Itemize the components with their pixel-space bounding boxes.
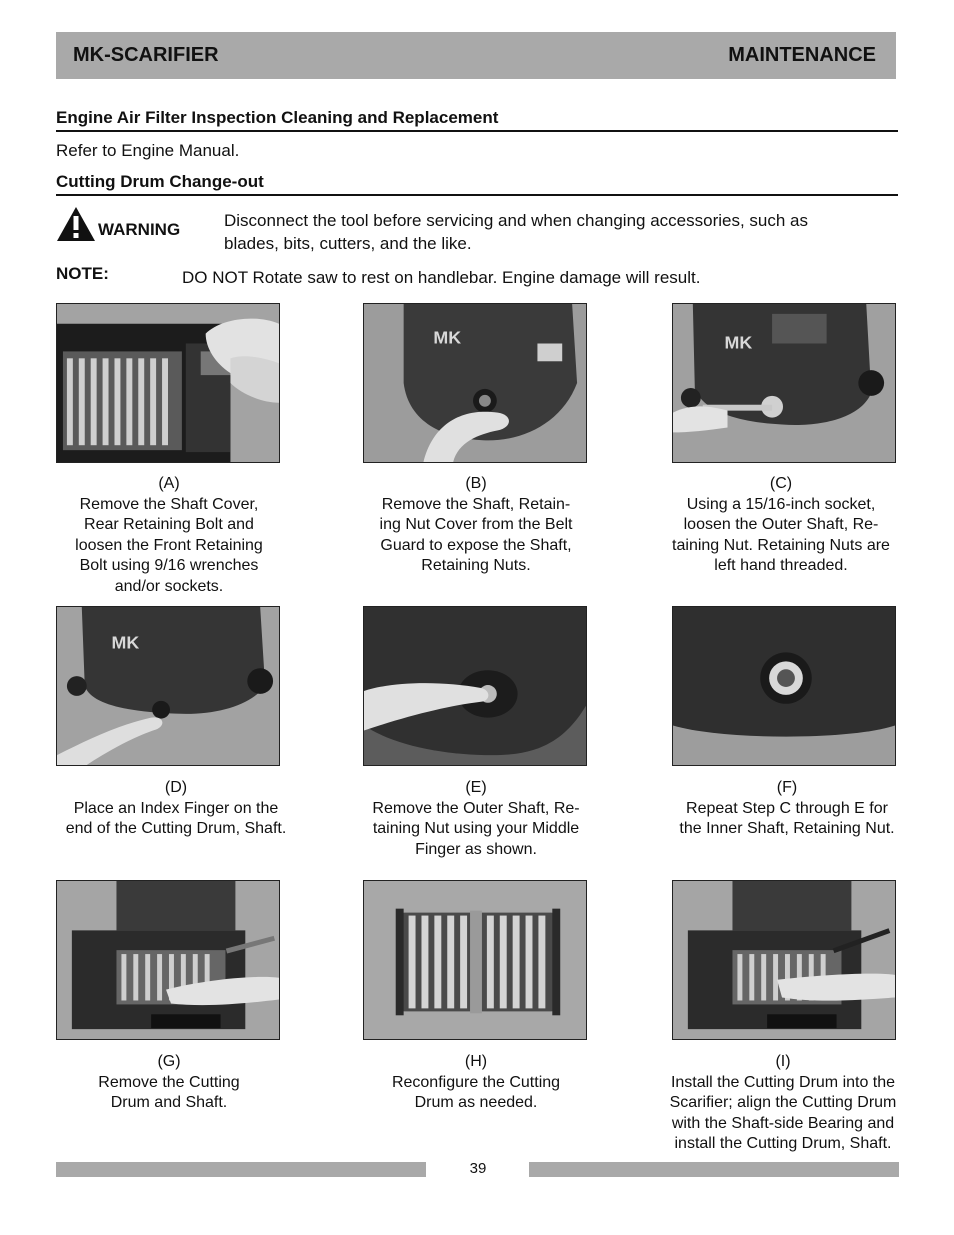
photo-step-c xyxy=(672,303,896,463)
photo-step-b xyxy=(363,303,587,463)
caption-step-a: (A) Remove the Shaft Cover, Rear Retaining Bolt and loosen the Front Retaining Bolt using 9/16 wrenches and/or sockets. xyxy=(75,475,263,595)
photo-step-d xyxy=(56,606,280,766)
caption-step-h: (H) Reconfigure the Cutting Drum as needed. xyxy=(391,1053,561,1112)
caption-step-e: (E) Remove the Outer Shaft, Re- taining Nut using your Middle Finger as shown. xyxy=(372,779,580,858)
section-title-air-filter: Engine Air Filter Inspection Cleaning and Replacement xyxy=(56,108,898,132)
footer-bar-left xyxy=(56,1162,426,1177)
header-bar xyxy=(56,32,896,79)
section-title-drum-changeout: Cutting Drum Change-out xyxy=(56,172,898,196)
footer-bar-right xyxy=(529,1162,899,1177)
warning-line-2: blades, bits, cutters, and the like. xyxy=(224,234,472,253)
caption-step-i: (I) Install the Cutting Drum into the Scarifier; align the Cutting Drum with the Shaft-side Bearing and install the Cutting Drum, Shaft. xyxy=(669,1053,897,1153)
mk-logo: MK xyxy=(111,632,140,653)
page-number: 39 xyxy=(469,1160,487,1177)
photo-step-e xyxy=(363,606,587,766)
warning-line-1: Disconnect the tool before servicing and when changing accessories, such as xyxy=(224,211,809,230)
photo-step-i xyxy=(672,880,896,1040)
note-label: NOTE: xyxy=(56,264,109,283)
photo-step-a xyxy=(56,303,280,463)
warning-text xyxy=(224,209,808,255)
note-text: DO NOT Rotate saw to rest on handlebar. Engine damage will result. xyxy=(182,268,701,287)
section-name: MAINTENANCE xyxy=(728,44,876,66)
air-filter-text: Refer to Engine Manual. xyxy=(56,141,240,160)
photo-step-f xyxy=(672,606,896,766)
caption-step-c: (C) Using a 15/16-inch socket, loosen the Outer Shaft, Re- taining Nut. Retaining Nuts are left hand threaded. xyxy=(672,475,890,575)
manual-title: MK-SCARIFIER xyxy=(73,44,219,66)
photo-step-g xyxy=(56,880,280,1040)
warning-triangle-icon xyxy=(56,206,96,242)
warning-word: WARNING xyxy=(98,220,181,239)
caption-step-d: (D) Place an Index Finger on the end of the Cutting Drum, Shaft. xyxy=(65,779,287,838)
caption-step-f: (F) Repeat Step C through E for the Inner Shaft, Retaining Nut. xyxy=(679,779,895,838)
caption-step-g: (G) Remove the Cutting Drum and Shaft. xyxy=(98,1053,240,1112)
warning-label xyxy=(56,206,180,242)
mk-logo: MK xyxy=(433,327,462,348)
photo-step-h xyxy=(363,880,587,1040)
caption-step-b: (B) Remove the Shaft, Retain- ing Nut Cover from the Belt Guard to expose the Shaft, Retaining Nuts. xyxy=(379,475,573,575)
mk-logo: MK xyxy=(724,332,753,353)
